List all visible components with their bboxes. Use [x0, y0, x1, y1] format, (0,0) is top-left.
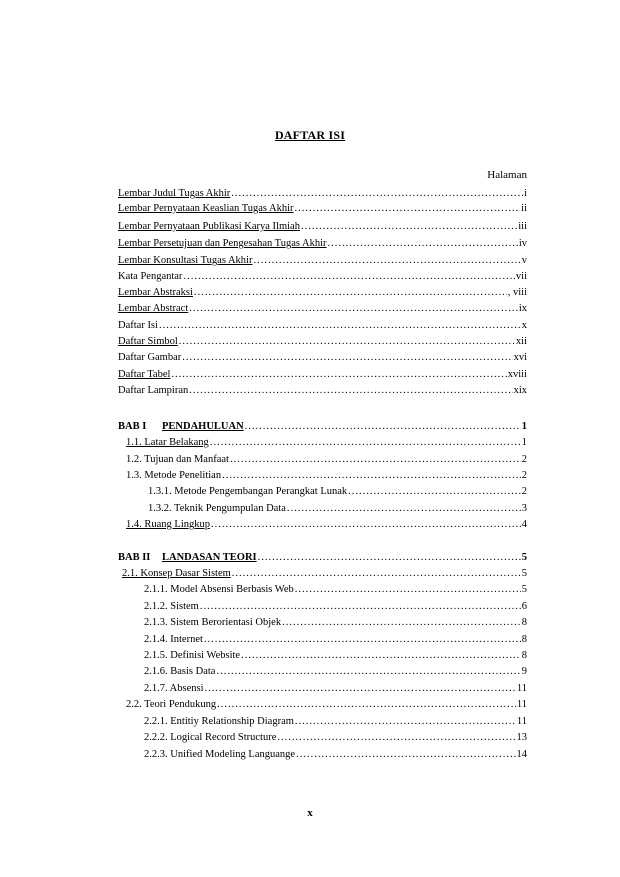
- toc-entry: Daftar Lampiran ..... xix: [118, 384, 527, 397]
- toc-entry: 2.1. Konsep Dasar Sistem ..... 5: [122, 567, 527, 580]
- toc-entry: 2.2. Teori Pendukung ..... 11: [126, 698, 527, 711]
- toc-entry: 2.1.6. Basis Data ..... 9: [144, 665, 527, 678]
- toc-entry: 1.3. Metode Penelitian ..... 2: [126, 469, 527, 482]
- toc-entry: Daftar Isi ..... x: [118, 319, 527, 332]
- halaman-label: Halaman: [487, 169, 527, 181]
- toc-entry: 1.1. Latar Belakang ..... 1: [126, 436, 527, 449]
- toc-entry: Lembar Pernyataan Publikasi Karya Ilmiah ..... iii: [118, 220, 527, 233]
- toc-entry: Daftar Simbol ..... xii: [118, 335, 527, 348]
- toc-entry: Lembar Abstract ..... ix: [118, 302, 527, 315]
- toc-entry: Daftar Gambar ..... xvi: [118, 351, 527, 364]
- toc-entry: 2.1.5. Definisi Website ..... 8: [144, 649, 527, 662]
- toc-entry: 2.1.7. Absensi ..... 11: [144, 682, 527, 695]
- toc-entry: 2.1.4. Internet ..... 8: [144, 633, 527, 646]
- chapter-number: BAB I: [118, 421, 147, 432]
- toc-entry: 2.2.1. Entitiy Relationship Diagram ..... 11: [144, 715, 527, 728]
- page-number: x: [307, 807, 313, 819]
- toc-chapter: BAB I PENDAHULUAN ..... 1: [118, 420, 527, 433]
- toc-entry: 1.2. Tujuan dan Manfaat ..... 2: [126, 453, 527, 466]
- toc-entry: Lembar Abstraksi ..... , viii: [118, 286, 527, 299]
- toc-entry: 2.2.2. Logical Record Structure ..... 13: [144, 731, 527, 744]
- toc-entry: Lembar Pernyataan Keaslian Tugas Akhir ..... ii: [118, 202, 527, 215]
- toc-entry: Kata Pengantar ..... vii: [118, 270, 527, 283]
- toc-entry: Lembar Konsultasi Tugas Akhir ..... v: [118, 254, 527, 267]
- toc-entry: 2.2.3. Unified Modeling Languange ..... 14: [144, 748, 527, 761]
- toc-entry: 1.3.2. Teknik Pengumpulan Data ..... 3: [148, 502, 527, 515]
- toc-entry: Daftar Tabel ..... xviii: [118, 368, 527, 381]
- toc-entry: 2.1.2. Sistem ..... 6: [144, 600, 527, 613]
- toc-chapter: BAB II LANDASAN TEORI ..... 5: [118, 551, 527, 564]
- toc-entry: Lembar Judul Tugas Akhir ..... i: [118, 187, 527, 200]
- toc-entry: 1.4. Ruang Lingkup ..... 4: [126, 518, 527, 531]
- toc-entry: Lembar Persetujuan dan Pengesahan Tugas Akhir ..... iv: [118, 237, 527, 250]
- toc-entry: 2.1.1. Model Absensi Berbasis Web ..... 5: [144, 583, 527, 596]
- page-title: DAFTAR ISI: [274, 128, 346, 142]
- toc-entry: 2.1.3. Sistem Berorientasi Objek ..... 8: [144, 616, 527, 629]
- chapter-number: BAB II: [118, 552, 151, 563]
- toc-entry: 1.3.1. Metode Pengembangan Perangkat Lunak ..... 2: [148, 485, 527, 498]
